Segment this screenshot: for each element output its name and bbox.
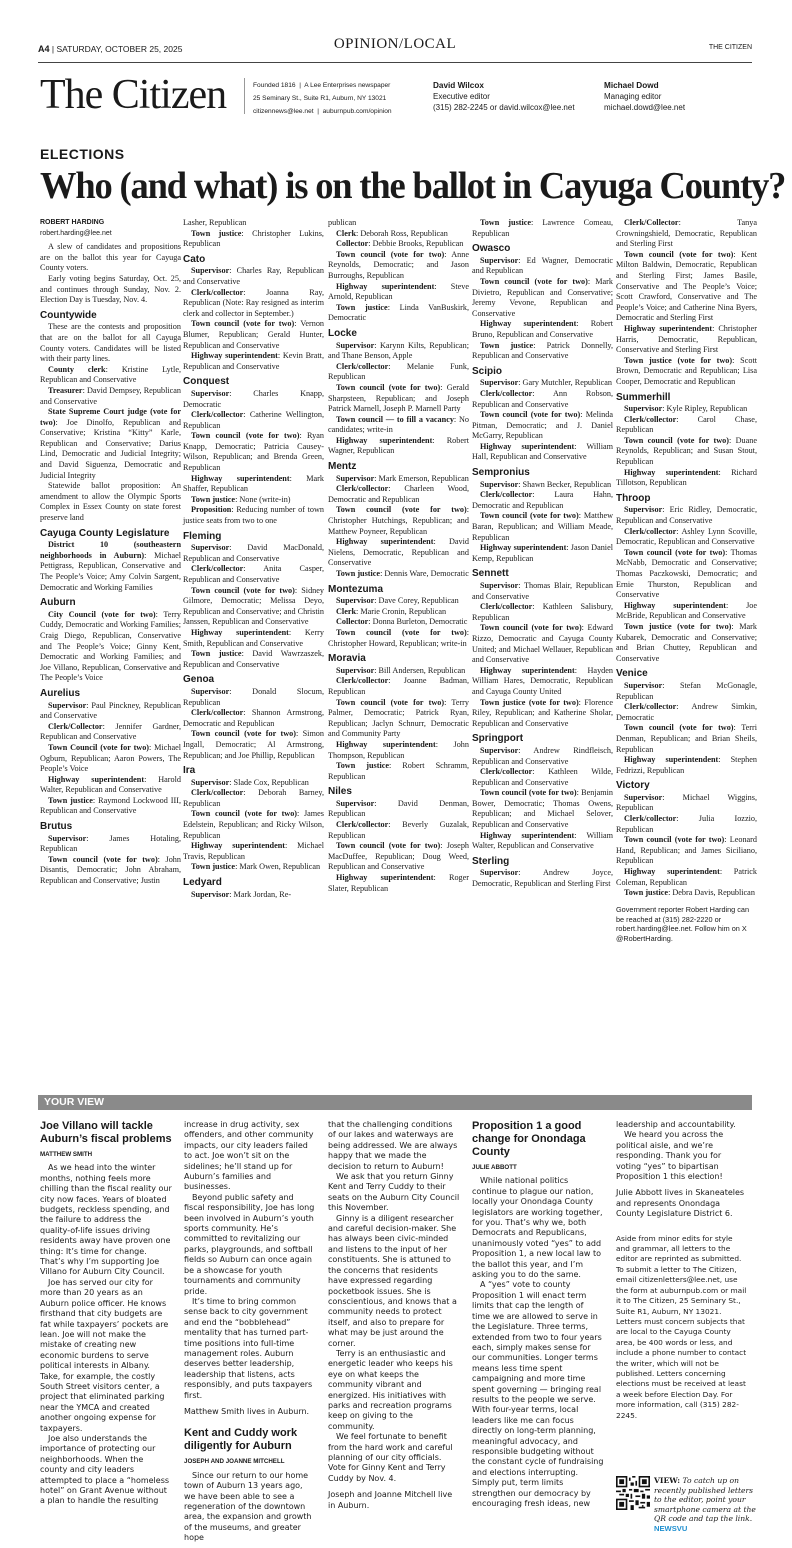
article-column-4 bbox=[472, 218, 613, 890]
editor-executive: David Wilcox Executive editor (315) 282-2245 or david.wilcox@lee.net bbox=[433, 81, 575, 112]
subhead-niles: Niles bbox=[328, 786, 352, 798]
newsvu-logo: NEWSVU bbox=[654, 1523, 688, 1533]
race-entry: Highway superintendent: John Thompson, Republican bbox=[328, 739, 469, 760]
race-entry: Town council (vote for two): Sidney Gilmore, Democratic; Melissa Deyo, Republican and Conservative; and Christin Janssen, Republican and Conservative bbox=[183, 585, 324, 627]
race-entry: Town council (vote for two): Christopher Hutchings, Republican; and Matthew Poyneer, Republican bbox=[328, 505, 469, 536]
letter-author: MATTHEW SMITH bbox=[40, 1151, 93, 1158]
race-entry: Town Council (vote for two): Michael Ogburn, Republican; Aaron Powers, The People’s Voice bbox=[40, 742, 181, 774]
reporter-note: Government reporter Robert Harding can be reached at (315) 282-2220 or robert.harding@lee.net. Follow him on X @RobertHarding. bbox=[616, 904, 750, 944]
race-entry: Town council (vote for two): Vernon Blumer, Republican; Gerald Hunter, Republican and Conservative bbox=[183, 319, 325, 350]
race-entry: Town council (vote for two): Thomas McNabb, Democratic and Conservative; Thomas Paczkowski, Democratic; and Ernie Thurston, Republican and Conservative bbox=[616, 547, 757, 600]
race-entry: Town council (vote for two): Kent Milton Baldwin, Democratic, Republican and Sterling First; James Basile, Conservative and The People’s Voice; Scott Crawford, Conservative and The People’s Voice; and Catherine Nina Byers, Democratic and Sterling First bbox=[616, 249, 757, 323]
race-entry: Town council (vote for two): Terry Palmer, Democratic; Patrick Ryan, Republican; Jaclyn Schnurr, Democratic and Community Party bbox=[328, 697, 469, 739]
race-entry: Clerk/collector: Beverly Guzalak, Republican bbox=[328, 820, 469, 840]
race-entry: Collector: Debbie Brooks, Republican bbox=[336, 239, 464, 249]
race-entry: Supervisor: Eric Ridley, Democratic, Republican and Conservative bbox=[616, 505, 757, 526]
newsvu-promo-text: VIEW: To catch up on recently published letters to the editor, point your smartphone camera at the QR code and tap the link. NEWSVU bbox=[654, 1476, 756, 1533]
race-entry: Clerk/collector: Joanne Badman, Republican bbox=[328, 676, 469, 696]
subhead-summerhill: Summerhill bbox=[616, 391, 671, 403]
race-entry: Highway superintendent: Stephen Fedrizzi, Republican bbox=[616, 755, 757, 775]
race-entry: Supervisor: Charles Knapp, Democratic bbox=[183, 388, 324, 409]
race-entry: District 10 (southeastern neighborhoods in Auburn): Michael Pettigrass, Republican, Conservative and The People’s Voice; Amy Colvin Sargent, Democratic and Working Families bbox=[40, 540, 181, 592]
subhead-auburn: Auburn bbox=[40, 597, 76, 609]
race-entry: Supervisor: Slade Cox, Republican bbox=[191, 777, 309, 787]
race-entry: Supervisor: Paul Pinckney, Republican and Conservative bbox=[40, 700, 181, 721]
race-entry: Clerk: Deborah Ross, Republican bbox=[336, 228, 448, 238]
subhead-throop: Throop bbox=[616, 492, 651, 504]
race-entry: Clerk/collector: Carol Chase, Republican bbox=[616, 414, 757, 435]
race-entry: Town justice (vote for two): Florence Riley, Republican; and Katherine Sholar, Republican and Conservative bbox=[472, 697, 613, 728]
race-entry: Town justice: David Wawrzaszek, Republican and Conservative bbox=[183, 649, 324, 669]
letter-kent-cuddy-col: that the challenging conditions of our lakes and waterways are being addressed. We are always happy that we made the decision to return to Auburn! We ask that you return Ginny Kent and Terry Cuddy to their seats on the Auburn City Council this November. Ginny is a diligent researcher and careful decision-maker. She has always been civic-minded and listens to the input of her constituents. She is attuned to the concerns that residents have expressed regarding pocketbook issues. She is conscientious, and knows that a community needs to protect itself, and also to prepare for what may be just around the corner. Terry is an enthusiastic and energetic leader who keeps his eye on what keeps the community vibrant and energized. His initiatives with parks and recreation programs keep on giving to the community. We feel fortunate to benefit from the hard work and careful planning of our city officials. Vote for Ginny Kent and Terry Cuddy by Nov. 4. Joseph and Joanne Mitchell live in Auburn. bbox=[328, 1120, 460, 1510]
letter-signoff: Julie Abbott lives in Skaneateles and represents Onondaga County Legislature District 6. bbox=[616, 1188, 745, 1219]
race-entry: Town council (vote for two): Mark Divietro, Republican and Conservative; Jeremy Vevone, Republican and Conservative bbox=[472, 276, 613, 318]
article-headline: Who (and what) is on the ballot in Cayuga County? bbox=[40, 165, 786, 207]
article-column-5 bbox=[616, 218, 757, 944]
race-entry: Highway superintendent: Mark Shaffer, Republican bbox=[183, 473, 324, 494]
subhead-countywide: Countywide bbox=[40, 309, 97, 321]
race-entry: Town council (vote for two): Duane Reynolds, Republican; and Susan Stout, Republican bbox=[616, 435, 757, 467]
subhead-fleming: Fleming bbox=[183, 530, 222, 542]
masthead-email[interactable]: citizennews@lee.net bbox=[253, 108, 314, 115]
race-entry: Town justice: Debra Davis, Republican bbox=[624, 888, 755, 898]
race-entry: Town council (vote for two): Anne Reynolds, Democratic; and Jason Burroughs, Republican bbox=[328, 249, 469, 280]
race-entry: Clerk/collector: Kathleen Wilde, Republican and Conservative bbox=[472, 767, 613, 787]
letter-title: Kent and Cuddy work diligently for Auburn bbox=[184, 1427, 298, 1453]
masthead-site-link[interactable]: auburnpub.com/opinion bbox=[322, 108, 392, 115]
subhead-owasco: Owasco bbox=[472, 243, 511, 255]
article-column-3: publican Clerk: Deborah Ross, Republican Collector: Debbie Brooks, Republican Town council (vote for two): Anne Reynolds, Democratic; and Jason Burroughs, Republican Highway superintendent: Steve Arnold, Republican Town justice: Linda VanBuskirk, Democratic Locke Supervisor: Karynn Kilts, Republican; and Thane Benson, Apple Clerk/collector: Melanie Funk, Republican Town council (vote for two): Gerald Sharpsteen, Republican; and Joseph Patrick Marnell, Joseph P. Marnell Party Town council — to fill a vacancy: No candidates; write-in Highway superintendent: Robert Wagner, Republican Mentz Supervisor: Mark Emerson, Republican Clerk/collector: Charleen Wood, Democratic and Republican Town council (vote for two): Christopher Hutchings, Republican; and Matthew Poyneer, Republican Highway superintendent: David Nielens, Democratic, Republican and Conservative Town justice: Dennis Ware, Democratic Montezuma Supervisor: Dave Corey, Republican Clerk: Marie Cronin, Republican Collector: Donna Burleton, Democratic Town council (vote for two): Christopher Howard, Republican; write-in Moravia Supervisor: Bill Andersen, Republican Clerk/collector: Joanne Badman, Republican Town council (vote for two): Terry Palmer, Democratic; Patrick Ryan, Republican; Jaclyn Schnurr, Democratic and Community Party Highway superintendent: John Thompson, Republican Town justice: Robert Schramm, Republican Niles Supervisor: David Denman, Republican Clerk/collector: Beverly Guzalak, Republican Town council (vote for two): Joseph MacDuffee, Republican; Doug Weed, Republican and Conservative Highway superintendent: Roger Slater, Republican bbox=[328, 218, 470, 893]
race-entry: Supervisor: Dave Corey, Republican bbox=[336, 596, 459, 606]
race-entry: Supervisor: Mark Jordan, Re- bbox=[191, 889, 292, 899]
subhead-sennett: Sennett bbox=[472, 568, 509, 580]
race-entry: Town council (vote for two): Simon Ingall, Democratic; Al Armstrong, Republican; and Joe Phillip, Republican bbox=[183, 729, 324, 760]
race-entry: Clerk/collector: Ann Robson, Republican and Conservative bbox=[472, 388, 613, 409]
race-entry: Highway superintendent: Kevin Bratt, Republican and Conservative bbox=[183, 351, 324, 371]
race-entry: Clerk/collector: Ashley Lynn Scoville, Democratic, Republican and Conservative bbox=[616, 526, 757, 547]
race-entry: Town council (vote for two): Benjamin Bower, Democratic; Thomas Owens, Republican; and Michael Selover, Republican and Conservative bbox=[472, 788, 613, 830]
race-entry: Town justice: Raymond Lockwood III, Republican and Conservative bbox=[40, 795, 181, 816]
race-entry: Collector: Donna Burleton, Democratic bbox=[336, 617, 468, 627]
race-entry: Supervisor: Gary Mutchler, Republican bbox=[480, 378, 613, 388]
race-entry: Town council (vote for two): Matthew Baran, Republican; and William Meade, Republican bbox=[472, 511, 614, 542]
race-entry: Town justice: None (write-in) bbox=[191, 494, 291, 504]
race-entry: Clerk/Collector: Jennifer Gardner, Republican and Conservative bbox=[40, 721, 181, 742]
your-view-banner: YOUR VIEW bbox=[38, 1095, 752, 1110]
subhead-ira: Ira bbox=[183, 765, 196, 777]
paper-name: THE CITIZEN bbox=[708, 44, 752, 51]
subhead-legislature: Cayuga County Legislature bbox=[40, 527, 170, 539]
race-entry: Highway superintendent: Kerry Smith, Republican and Conservative bbox=[183, 627, 324, 648]
race-entry: Town council (vote for two): Terri Denman, Republican; and Brian Sheils, Republican bbox=[616, 723, 757, 754]
race-entry: Supervisor: Andrew Joyce, Democratic, Republican and Sterling First bbox=[472, 868, 613, 889]
race-entry: Highway superintendent: Steve Arnold, Republican bbox=[328, 281, 469, 302]
race-entry: Clerk: Marie Cronin, Republican bbox=[336, 606, 447, 616]
race-entry: Town council (vote for two): Melinda Pitman, Democratic; and J. Daniel McGarry, Republican bbox=[472, 410, 614, 441]
race-entry: Highway superintendent: Joe McBride, Republican and Conservative bbox=[616, 600, 757, 621]
race-entry: Clerk/collector: Catherine Wellington, Republican bbox=[183, 410, 324, 430]
race-entry: Clerk/Collector: Tanya Crowningshield, Democratic, Republican and Sterling First bbox=[616, 218, 757, 249]
race-entry: Town council (vote for two): Christopher Howard, Republican; write-in bbox=[328, 627, 469, 648]
race-entry: Town justice: Mark Owen, Republican bbox=[191, 862, 321, 872]
letter-villano-col-1: Joe Villano will tackle Auburn’s fiscal problems MATTHEW SMITH As we head into the winter months, nothing feels more chilling than the fiscal reality our city now faces. Years of bloated budgets, reckless spending, and the failure to address the quality-of-life issues driving residents away have proven one thing: It’s time for change. That’s why I’m supporting Joe Villano for Auburn City Council. Joe has served our city for more than 20 years as an Auburn police officer. He knows firsthand that city budgets are fat while taxpayers’ pockets are lean. Joe will not make the mistake of creating new economic burdens to serve political interests in Albany. Take, for example, the costly South Street visitors center, a project that eliminated parking near the YMCA and created another ongoing expense for taxpayers. Joe also understands the importance of protecting our neighborhoods. When the county and city leaders attempted to place a “homeless hotel” on Grant Avenue without a plan to handle the resulting bbox=[40, 1120, 172, 1506]
race-entry: Supervisor: Mark Emerson, Republican bbox=[336, 473, 469, 483]
race-entry: Highway superintendent: Christopher Harris, Democratic, Republican, Conservative and Sterling First bbox=[616, 323, 757, 355]
page-header bbox=[38, 38, 752, 63]
letter-title: Joe Villano will tackle Auburn’s fiscal problems bbox=[40, 1120, 172, 1145]
race-entry: Supervisor: David MacDonald, Republican and Conservative bbox=[183, 543, 324, 563]
qr-code-icon[interactable] bbox=[616, 1476, 650, 1510]
byline: ROBERT HARDING bbox=[40, 219, 105, 226]
race-entry: Clerk/collector: Shannon Armstrong, Democratic and Republican bbox=[183, 708, 324, 728]
subhead-genoa: Genoa bbox=[183, 674, 215, 686]
race-entry: State Supreme Court judge (vote for two): Joe Dinolfo, Republican and Conservative; Kristina “Kitty” Karle, Republican and Conservative; Darius Lind, Democratic and Judicial Integrity; and David Siguenza, Democratic and Judicial Integrity bbox=[40, 407, 181, 480]
race-entry: Highway superintendent: David Nielens, Democratic, Republican and Conservative bbox=[328, 537, 469, 568]
race-entry: Town justice: Linda VanBuskirk, Democratic bbox=[328, 302, 469, 323]
race-entry: Clerk/collector: Joanna Ray, Republican (Note: Ray resigned as interim clerk and collector in September.) bbox=[183, 287, 324, 318]
race-entry: Town council (vote for two): Ryan Knapp, Democratic; Patricia Causey-Wilson, Republican; and Brenda Green, Republican bbox=[183, 431, 325, 473]
subhead-mentz: Mentz bbox=[328, 461, 357, 473]
race-entry: Treasurer: David Dempsey, Republican and Conservative bbox=[40, 385, 181, 406]
race-entry: Town justice: Lawrence Comeau, Republican bbox=[472, 218, 613, 238]
race-entry: Town justice (vote for two): Scott Brown, Democratic and Republican; Lisa Cooper, Democratic and Republican bbox=[616, 355, 757, 386]
letter-proposition-col-2: leadership and accountability. We heard you across the political aisle, and we’re responding. Thank you for voting “yes” to bipartisan Proposition 1 this election! Julie Abbott lives in Skaneateles and represents Onondaga County Legislature District 6. Aside from minor edits for style and grammar, all letters to the editor are reprinted as submitted. To submit a letter to The Citizen, email citizenletters@lee.net, use the form at auburnpub.com or mail it to The Citizen, 25 Seminary St., Suite R1, Auburn, NY 13021. Letters must concern subjects that are local to the Cayuga County area, be 400 words or less, and include a phone number to contact the writer, which will not be published. Letters concerning elections must be received at least a week before Election Day. For more information, call (315) 282-2245. bbox=[616, 1120, 747, 1420]
race-entry: Town council (vote for two): Joseph MacDuffee, Republican; Doug Weed, Republican and Conservative bbox=[328, 841, 470, 872]
race-entry: Clerk/collector: Laura Hahn, Democratic and Republican bbox=[472, 490, 613, 510]
race-entry: Highway superintendent: Robert Bruno, Republican and Conservative bbox=[472, 319, 613, 339]
race-entry: Clerk/collector: Anita Casper, Republican and Conservative bbox=[183, 564, 324, 584]
masthead-logo: The Citizen bbox=[40, 72, 227, 118]
race-entry: Highway superintendent: Robert Wagner, Republican bbox=[328, 435, 469, 456]
subhead-moravia: Moravia bbox=[328, 653, 366, 665]
race-entry: Town justice (vote for two): Mark Kubarek, Democratic and Conservative; and Brian Chuttey, Republican and Conservative bbox=[616, 621, 758, 663]
race-entry: Supervisor: Kyle Ripley, Republican bbox=[624, 404, 748, 414]
subhead-springport: Springport bbox=[472, 733, 524, 745]
race-entry: Highway superintendent: Michael Travis, Republican bbox=[183, 841, 324, 861]
subhead-sempronius: Sempronius bbox=[472, 467, 530, 479]
subhead-cato: Cato bbox=[183, 253, 206, 265]
race-entry: Supervisor: James Hotaling, Republican bbox=[40, 833, 181, 854]
race-entry: Supervisor: Charles Ray, Republican and Conservative bbox=[183, 266, 324, 286]
subhead-ledyard: Ledyard bbox=[183, 877, 222, 889]
subhead-montezuma: Montezuma bbox=[328, 583, 383, 595]
race-entry: Supervisor: Stefan McGonagle, Republican bbox=[616, 680, 757, 701]
author-email[interactable]: robert.harding@lee.net bbox=[40, 229, 112, 237]
article-column-1: ROBERT HARDING robert.harding@lee.net A slew of candidates and propositions are on the ballot this year for Cayuga County voters. Early voting begins Saturday, Oct. 25, and continues through Sunday, Nov. 2. Election Day is Tuesday, Nov. 4. Countywide These are the contests and proposition that are on the ballot for all Cayuga County voters. Candidates will be listed with their party lines. County clerk: Kristine Lytle, Republican and Conservative Treasurer: David Dempsey, Republican and Conservative State Supreme Court judge (vote for two): Joe Dinolfo, Republican and Conservative; Kristina “Kitty” Karle, Republican and Conservative; Darius Lind, Democratic and Judicial Integrity; and David Siguenza, Democratic and Judicial Integrity Statewide ballot proposition: An amendment to allow the Olympic Sports Complex in Essex County on state forest preserve land Cayuga County Legislature District 10 (southeastern neighborhoods in Auburn): Michael Pettigrass, Republican, Conservative and The People’s Voice; Amy Colvin Sargent, Democratic and Working Families Auburn City Council (vote for two): Terry Cuddy, Democratic and Working Families; Craig Diego, Republican, Conservative and The People’s Voice; Ginny Kent, Democratic and Working Families; and Joe Villano, Republican, Conservative and The People’s Voice Aurelius Supervisor: Paul Pinckney, Republican and Conservative Clerk/Collector: Jennifer Gardner, Republican and Conservative Town Council (vote for two): Michael Ogburn, Republican; Aaron Powers, The People’s Voice Highway superintendent: Harold Walter, Republican and Conservative Town justice: Raymond Lockwood III, Republican and Conservative Brutus Supervisor: James Hotaling, Republican Town council (vote for two): John Disantis, Democratic; John Abraham, Republican and Conservative; Justin bbox=[40, 219, 181, 886]
race-entry: Highway superintendent: Harold Walter, Republican and Conservative bbox=[40, 774, 181, 795]
race-entry: Town justice: Dennis Ware, Democratic bbox=[336, 569, 469, 578]
article-kicker: ELECTIONS bbox=[40, 146, 125, 162]
race-entry: City Council (vote for two): Terry Cuddy, Democratic and Working Families; Craig Diego, Republican, Conservative and The People’s Voice; Ginny Kent, Democratic and Working Families; and Joe Villano, Republican, Conservative and The People’s Voice bbox=[40, 609, 181, 683]
race-entry: Supervisor: Karynn Kilts, Republican; and Thane Benson, Apple bbox=[328, 340, 469, 361]
race-entry: Supervisor: David Denman, Republican bbox=[328, 798, 469, 819]
race-entry: County clerk: Kristine Lytle, Republican and Conservative bbox=[40, 364, 181, 385]
letter-signoff: Matthew Smith lives in Auburn. bbox=[184, 1406, 310, 1416]
race-entry: Supervisor: Donald Slocum, Republican bbox=[183, 686, 324, 707]
subhead-sterling: Sterling bbox=[472, 855, 510, 867]
letter-author: JULIE ABBOTT bbox=[472, 1164, 517, 1171]
subhead-venice: Venice bbox=[616, 668, 648, 680]
race-entry: Town justice: Christopher Lukins, Republican bbox=[183, 228, 324, 249]
letter-proposition-col-1: Proposition 1 a good change for Onondaga County JULIE ABBOTT While national politics continue to plague our nation, locally your Onondaga County legislators are working together, for you. That’s why we, both Democrats and Republicans, unanimously voted “yes” to add Proposition 1, a new local law to the ballot this year, and I’m asking you to do the same. A “yes” vote to county Proposition 1 will enact term limits that cap the length of time we are allowed to serve in the Legislature. Three terms, extended from two to four years each, simply makes sense for our communities. Longer terms means less time spent campaigning and more time spent governing — bringing real results to the people we serve. With four-year terms, local leaders like me can focus directly on long-term planning, meaningful advocacy, and responsible budgeting without the constant cycle of fundraising and elections interrupting. Simply put, term limits strengthen our democracy by encouraging fresh ideas, new bbox=[472, 1120, 604, 1508]
race-entry: Clerk/collector: Andrew Simkin, Democratic bbox=[616, 702, 757, 722]
race-entry: Proposition: Reducing number of town justice seats from two to one bbox=[183, 505, 324, 526]
race-entry: Town council (vote for two): James Edelstein, Republican; and Ricky Wilson, Republican bbox=[183, 809, 324, 840]
subhead-locke: Locke bbox=[328, 327, 357, 339]
race-entry: Town justice: Robert Schramm, Republican bbox=[328, 761, 469, 781]
section-title: OPINION/LOCAL bbox=[333, 36, 457, 52]
race-entry: Highway superintendent: Roger Slater, Republican bbox=[328, 873, 469, 893]
masthead-divider bbox=[244, 78, 245, 114]
race-entry: Town council (vote for two): John Disantis, Democratic; John Abraham, Republican and Conservative; Justin bbox=[40, 854, 181, 886]
subhead-aurelius: Aurelius bbox=[40, 687, 81, 699]
race-entry: Town council — to fill a vacancy: No candidates; write-in bbox=[328, 414, 469, 435]
race-entry: Supervisor: Michael Wiggins, Republican bbox=[616, 792, 757, 813]
letter-signoff: Joseph and Joanne Mitchell live in Auburn. bbox=[328, 1490, 453, 1510]
subhead-scipio: Scipio bbox=[472, 365, 503, 377]
letter-author: JOSEPH AND JOANNE MITCHELL bbox=[184, 1458, 285, 1466]
subhead-victory: Victory bbox=[616, 780, 650, 792]
race-entry: Supervisor: Thomas Blair, Republican and Conservative bbox=[472, 581, 613, 601]
race-entry: Town justice: Patrick Donnelly, Republican and Conservative bbox=[472, 340, 613, 361]
race-entry: Clerk/collector: Charleen Wood, Democratic and Republican bbox=[328, 484, 469, 504]
race-entry: Clerk/collector: Melanie Funk, Republican bbox=[328, 361, 469, 382]
race-entry: Clerk/collector: Julia Iozzio, Republican bbox=[616, 814, 757, 834]
letter-villano-col-2: increase in drug activity, sex offenders, and other community impacts, our city leaders failed to act. Joe won’t sit on the sidelines; he’ll stand up for Auburn’s families and businesses. Beyond public safety and fiscal responsibility, Joe has long been involved in Auburn’s youth sports community. He’s committed to revitalizing our parks, playgrounds, and softball fields so Auburn can once again be a showcase for youth tournaments and community pride. It’s time to bring common sense back to city government and end the “bobblehead” mentality that has turned part-time positions into full-time management roles. Auburn deserves better leadership, leadership that listens, acts responsibly, and puts taxpayers first. Matthew Smith lives in Auburn. Kent and Cuddy work diligently for Auburn JOSEPH AND JOANNE MITCHELL Since our return to our home town of Auburn 13 years ago, we have been able to see a regeneration of the downtown area, the expansion and growth of the museums, and greater hope bbox=[184, 1120, 315, 1543]
letter-title: Proposition 1 a good change for Onondaga County bbox=[472, 1120, 586, 1158]
subhead-conquest: Conquest bbox=[183, 376, 230, 388]
editor-managing: Michael Dowd Managing editor michael.dowd@lee.net bbox=[604, 81, 686, 112]
race-entry: Clerk/collector: Kathleen Salisbury, Republican bbox=[472, 602, 613, 622]
race-entry: Clerk/collector: Deborah Barney, Republican bbox=[183, 788, 324, 808]
race-entry: Supervisor: Andrew Rindfleisch, Republican and Conservative bbox=[472, 745, 613, 766]
race-entry: Supervisor: Ed Wagner, Democratic and Republican bbox=[472, 255, 613, 276]
race-entry: Highway superintendent: Richard Tillotson, Republican bbox=[616, 467, 757, 488]
race-entry: Town council (vote for two): Leonard Hand, Republican; and James Siciliano, Republican bbox=[616, 835, 757, 866]
race-entry: Highway superintendent: Patrick Coleman, Republican bbox=[616, 867, 757, 887]
race-entry: Highway superintendent: William Walter, Republican and Conservative bbox=[472, 830, 613, 851]
race-entry: Town council (vote for two): Edward Rizzo, Democratic and Cayuga County United; and Michael Wellauer, Republican and Conservative bbox=[472, 623, 613, 665]
subhead-brutus: Brutus bbox=[40, 821, 73, 833]
article-column-2: Lasher, Republican Town justice: Christopher Lukins, Republican Cato Supervisor: Charles Ray, Republican and Conservative Clerk/collector: Joanna Ray, Republican (Note: Ray resigned as interim clerk and collector in September.) Town council (vote for two): Vernon Blumer, Republican; Gerald Hunter, Republican and Conservative Highway superintendent: Kevin Bratt, Republican and Conservative Conquest Supervisor: Charles Knapp, Democratic Clerk/collector: Catherine Wellington, Republican Town council (vote for two): Ryan Knapp, Democratic; Patricia Causey-Wilson, Republican; and Brenda Green, Republican Highway superintendent: Mark Shaffer, Republican Town justice: None (write-in) Proposition: Reducing number of town justice seats from two to one Fleming Supervisor: David MacDonald, Republican and Conservative Clerk/collector: Anita Casper, Republican and Conservative Town council (vote for two): Sidney Gilmore, Democratic; Melissa Deyo, Republican and Conservative; and Christin Janssen, Republican and Conservative Highway superintendent: Kerry Smith, Republican and Conservative Town justice: David Wawrzaszek, Republican and Conservative Genoa Supervisor: Donald Slocum, Republican Clerk/collector: Shannon Armstrong, Democratic and Republican Town council (vote for two): Simon Ingall, Democratic; Al Armstrong, Republican; and Joe Phillip, Republican Ira Supervisor: Slade Cox, Republican Clerk/collector: Deborah Barney, Republican Town council (vote for two): James Edelstein, Republican; and Ricky Wilson, Republican Highway superintendent: Michael Travis, Republican Town justice: Mark Owen, Republican Ledyard Supervisor: Mark Jordan, Re- bbox=[183, 218, 325, 899]
masthead-info: Founded 1816 | A Lee Enterprises newspaper 25 Seminary St., Suite R1, Auburn, NY 13021 citizennews@lee.net | auburnpub.com/opinion bbox=[253, 82, 392, 115]
race-entry: Supervisor: Bill Andersen, Republican bbox=[336, 665, 466, 675]
race-entry: Highway superintendent: Hayden William Hares, Democratic, Republican and Cayuga County United bbox=[472, 665, 613, 696]
page-id: A4 | SATURDAY, OCTOBER 25, 2025 bbox=[38, 44, 183, 54]
race-entry: Town council (vote for two): Gerald Sharpsteen, Republican; and Joseph Patrick Marnell, Joseph P. Marnell Party bbox=[328, 382, 469, 414]
race-entry: Highway superintendent: Jason Daniel Kemp, Republican bbox=[472, 543, 613, 563]
race-entry: Highway superintendent: William Hall, Republican and Conservative bbox=[472, 441, 613, 462]
race-entry: Supervisor: Shawn Becker, Republican bbox=[480, 479, 612, 489]
letters-policy: Aside from minor edits for style and grammar, all letters to the editor are reprinted as submitted. To submit a letter to The Citizen, email citizenletters@lee.net, use the form at auburnpub.com or mail it to The Citizen, 25 Seminary St., Suite R1, Auburn, NY 13021. Letters must concern subjects that are local to the Cayuga County area, be 400 words or less, and include a phone number to contact the writer, which will not be published. Letters concerning elections must be received at least a week before Election Day. For more information, call (315) 282-2245. bbox=[616, 1233, 747, 1420]
